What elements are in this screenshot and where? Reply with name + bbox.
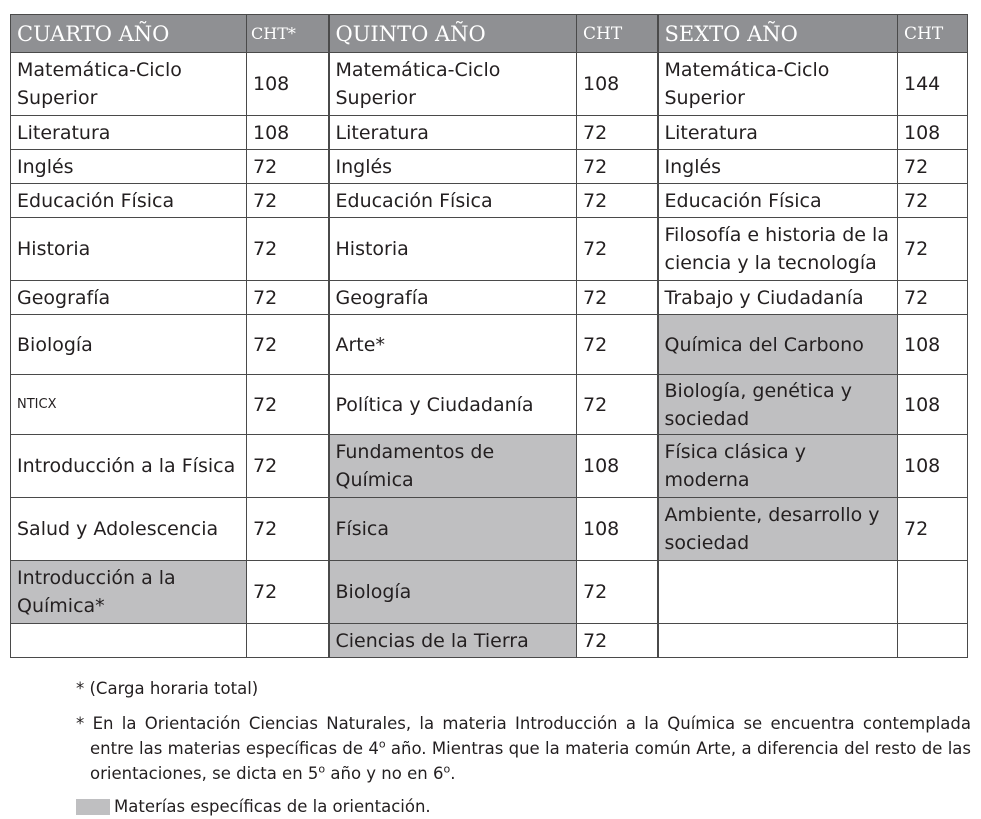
header-cht4: CHT* (247, 15, 329, 53)
subject-cuarto: Historia (11, 218, 247, 281)
hours-cuarto: 72 (247, 184, 329, 218)
subject-cuarto-specific: Introducción a la Química* (11, 561, 247, 624)
table-row (11, 184, 968, 218)
hours-quinto: 72 (577, 561, 658, 624)
header-cuarto: CUARTO AÑO (11, 15, 247, 53)
header-cht5: CHT (577, 15, 658, 53)
hours-cuarto: 72 (247, 315, 329, 375)
hours-sexto: 108 (898, 315, 968, 375)
hours-cuarto: 72 (247, 375, 329, 435)
subject-cuarto: Literatura (11, 116, 247, 150)
hours-sexto: 108 (898, 375, 968, 435)
subject-cuarto (11, 624, 247, 658)
table-row (11, 561, 968, 624)
hours-sexto: 108 (898, 116, 968, 150)
table-row (11, 435, 968, 498)
ordinal-mark: o (378, 737, 386, 751)
table-row (11, 281, 968, 315)
subject-sexto: Filosofía e historia de la ciencia y la tecnología (658, 218, 898, 281)
subject-cuarto: Biología (11, 315, 247, 375)
hours-quinto: 72 (577, 150, 658, 184)
hours-cuarto: 72 (247, 150, 329, 184)
hours-sexto: 72 (898, 281, 968, 315)
hours-quinto: 108 (577, 53, 658, 116)
subject-quinto: Arte* (329, 315, 577, 375)
footnote-text-c: año y no en 6 (325, 764, 444, 783)
subject-quinto: Literatura (329, 116, 577, 150)
subject-quinto: Inglés (329, 150, 577, 184)
hours-sexto: 72 (898, 498, 968, 561)
hours-cuarto: 72 (247, 561, 329, 624)
header-row (11, 15, 968, 53)
hours-sexto: 72 (898, 150, 968, 184)
subject-sexto: Trabajo y Ciudadanía (658, 281, 898, 315)
footnote-text-b: año. Mientras que la materia común Arte, a diferencia del resto de las orientaciones, se dicta en 5 (90, 739, 971, 783)
hours-cuarto: 72 (247, 218, 329, 281)
ordinal-mark: o (318, 762, 326, 776)
hours-quinto: 72 (577, 184, 658, 218)
hours-cuarto: 72 (247, 498, 329, 561)
hours-cuarto: 108 (247, 116, 329, 150)
hours-sexto (898, 561, 968, 624)
hours-sexto: 72 (898, 218, 968, 281)
hours-sexto: 108 (898, 435, 968, 498)
subject-cuarto: NTICX (11, 375, 247, 435)
subject-sexto: Literatura (658, 116, 898, 150)
hours-sexto (898, 624, 968, 658)
subject-quinto-specific: Biología (329, 561, 577, 624)
header-cht6: CHT (898, 15, 968, 53)
subject-sexto: Educación Física (658, 184, 898, 218)
subject-quinto: Política y Ciudadanía (329, 375, 577, 435)
table-row (11, 375, 968, 435)
subject-sexto-specific: Física clásica y moderna (658, 435, 898, 498)
legend (76, 794, 971, 819)
header-sexto: SEXTO AÑO (658, 15, 898, 53)
table-row (11, 116, 968, 150)
hours-sexto: 72 (898, 184, 968, 218)
ordinal-mark: o (443, 762, 451, 776)
subject-sexto-specific: Biología, genética y sociedad (658, 375, 898, 435)
subject-cuarto: Geografía (11, 281, 247, 315)
hours-quinto: 108 (577, 498, 658, 561)
hours-cuarto: 72 (247, 435, 329, 498)
subject-cuarto: Salud y Adolescencia (11, 498, 247, 561)
hours-cuarto: 72 (247, 281, 329, 315)
hours-quinto: 72 (577, 116, 658, 150)
subject-cuarto: Matemática-Ciclo Superior (11, 53, 247, 116)
subject-quinto: Geografía (329, 281, 577, 315)
hours-cuarto: 108 (247, 53, 329, 116)
header-quinto: QUINTO AÑO (329, 15, 577, 53)
footnote-total-hours: * (Carga horaria total) (76, 679, 259, 698)
subject-quinto-specific: Ciencias de la Tierra (329, 624, 577, 658)
footnote-orientation (76, 711, 971, 786)
hours-cuarto (247, 624, 329, 658)
hours-quinto: 72 (577, 218, 658, 281)
footnotes (76, 676, 971, 819)
subject-sexto (658, 561, 898, 624)
table-row (11, 218, 968, 281)
subject-sexto-specific: Química del Carbono (658, 315, 898, 375)
subject-sexto: Matemática-Ciclo Superior (658, 53, 898, 116)
table-row (11, 150, 968, 184)
subject-cuarto: Educación Física (11, 184, 247, 218)
table-row (11, 53, 968, 116)
legend-label: Materías específicas de la orientación. (114, 797, 431, 816)
subject-quinto: Matemática-Ciclo Superior (329, 53, 577, 116)
subject-cuarto: Introducción a la Física (11, 435, 247, 498)
subject-sexto-specific: Ambiente, desarrollo y sociedad (658, 498, 898, 561)
hours-sexto: 144 (898, 53, 968, 116)
curriculum-table (10, 14, 968, 658)
table-row (11, 624, 968, 658)
footnote-text-d: . (450, 764, 456, 783)
subject-quinto-specific: Física (329, 498, 577, 561)
subject-cuarto: Inglés (11, 150, 247, 184)
hours-quinto: 72 (577, 624, 658, 658)
footnote-text-a: * En la Orientación Ciencias Naturales, la materia Introducción a la Química se encuentra contemplada entre las materias específicas de 4 (76, 714, 971, 758)
table-row (11, 498, 968, 561)
table-row (11, 315, 968, 375)
subject-quinto: Educación Física (329, 184, 577, 218)
hours-quinto: 72 (577, 281, 658, 315)
hours-quinto: 108 (577, 435, 658, 498)
subject-quinto: Historia (329, 218, 577, 281)
hours-quinto: 72 (577, 315, 658, 375)
subject-sexto (658, 624, 898, 658)
subject-sexto: Inglés (658, 150, 898, 184)
hours-quinto: 72 (577, 375, 658, 435)
legend-swatch (76, 799, 110, 815)
subject-quinto-specific: Fundamentos de Química (329, 435, 577, 498)
